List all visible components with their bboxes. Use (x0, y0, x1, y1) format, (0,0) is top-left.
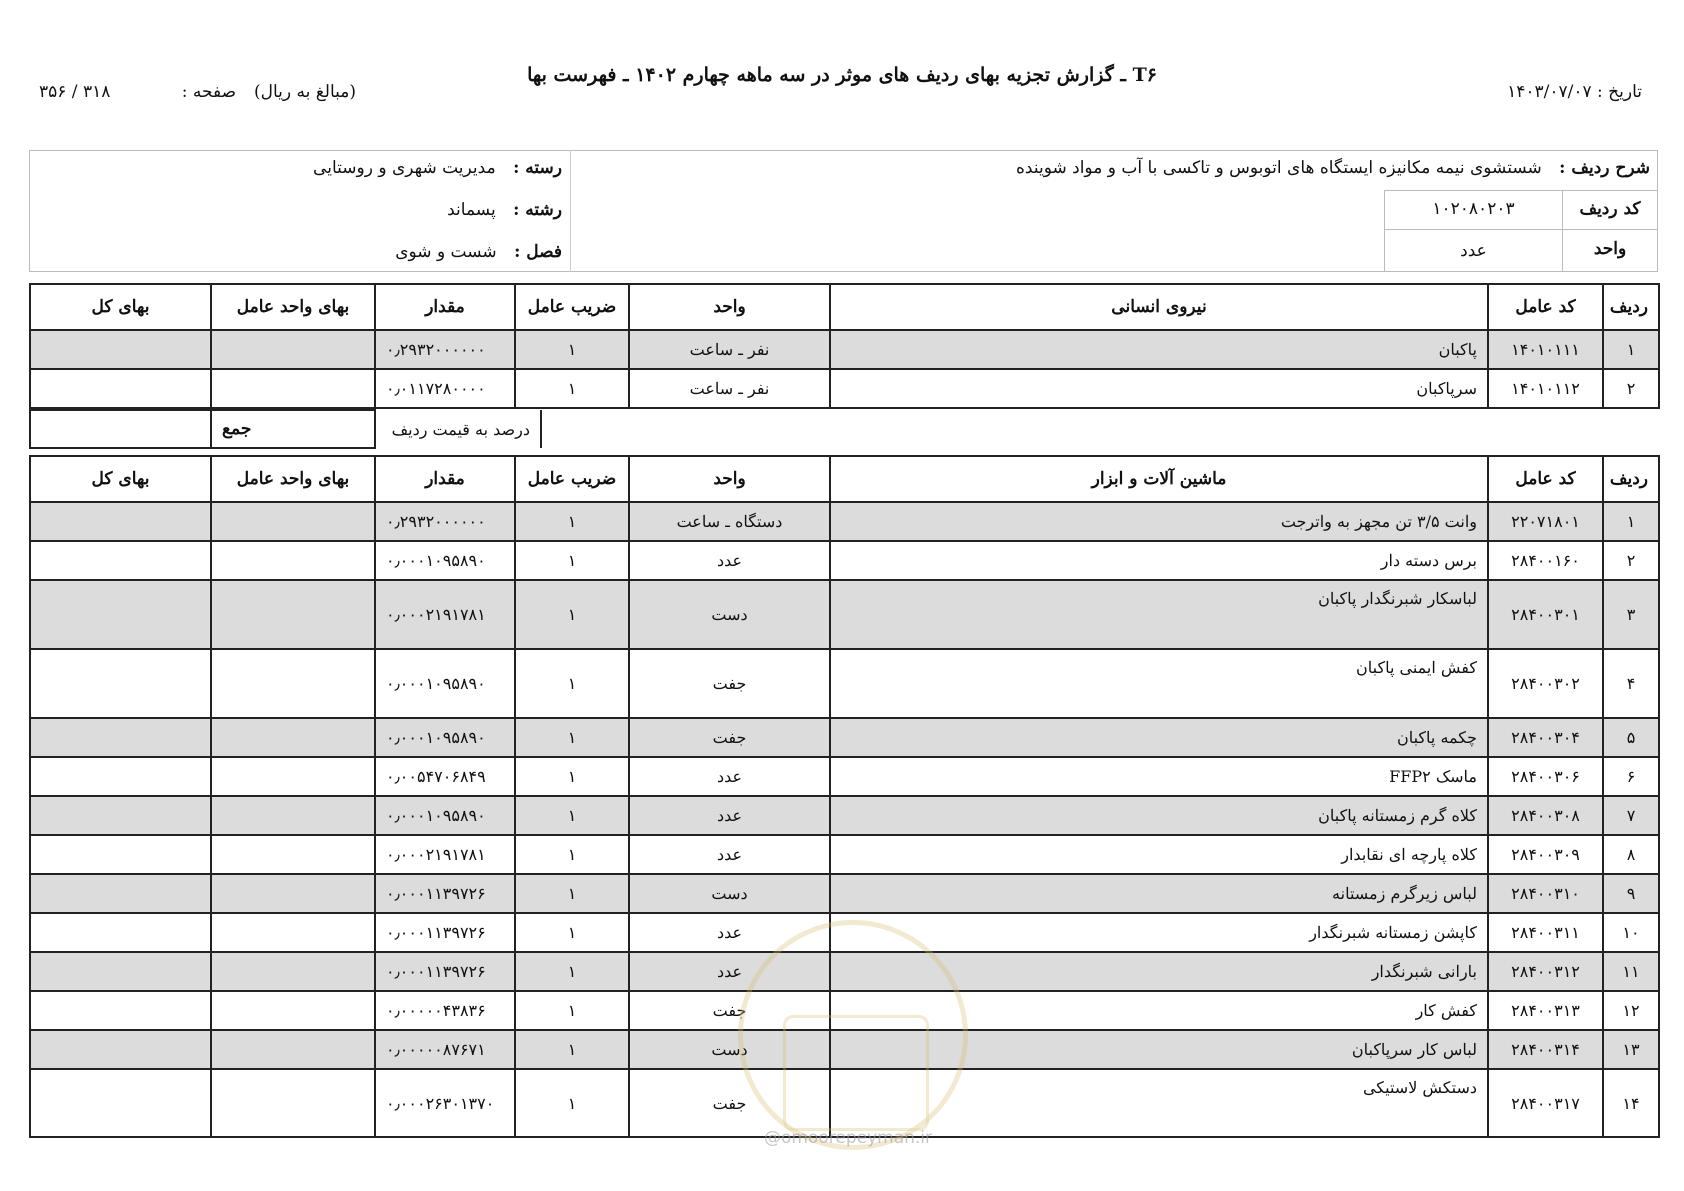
chapter-label: فصل : (514, 242, 562, 262)
row-number: ۷ (1603, 796, 1659, 835)
row-code-value: ۱۰۲۰۸۰۲۰۳ (1432, 199, 1515, 219)
factor-qty: ۰٫۰۰۰۱۰۹۵۸۹۰ (375, 649, 515, 718)
row-number: ۹ (1603, 874, 1659, 913)
factor-coef: ۱ (515, 757, 629, 796)
factor-coef: ۱ (515, 330, 629, 369)
page-value: ۳۱۸ / ۳۵۶ (39, 82, 111, 102)
summary-row (30, 410, 541, 448)
table-row (30, 796, 1659, 835)
factor-unit: عدد (629, 796, 830, 835)
factor-name: کلاه پارچه ای نقابدار (830, 835, 1488, 874)
factor-unit: عدد (629, 757, 830, 796)
total-price-cell (30, 796, 211, 835)
row-number: ۱۰ (1603, 913, 1659, 952)
col-name-header: ماشین آلات و ابزار (830, 456, 1488, 502)
factor-coef: ۱ (515, 541, 629, 580)
unit-price-cell (211, 952, 375, 991)
col-qty-header: مقدار (375, 456, 515, 502)
total-price-cell (30, 541, 211, 580)
table-row (30, 369, 1659, 408)
factor-code: ۲۲۰۷۱۸۰۱ (1488, 502, 1603, 541)
date-label: تاریخ : (1597, 82, 1642, 102)
report-date (1507, 82, 1642, 102)
row-code-label: کد ردیف (1579, 199, 1641, 219)
row-number: ۲ (1603, 369, 1659, 408)
factor-unit: دست (629, 1030, 830, 1069)
watermark-seal-icon (738, 920, 968, 1150)
factor-unit: نفر ـ ساعت (629, 369, 830, 408)
unit-price-cell (211, 502, 375, 541)
category-value: مدیریت شهری و روستایی (313, 158, 496, 178)
row-number: ۱ (1603, 330, 1659, 369)
col-total-header: بهای کل (30, 284, 211, 330)
table-row (30, 502, 1659, 541)
unit-price-cell (211, 369, 375, 408)
factor-coef: ۱ (515, 952, 629, 991)
factor-qty: ۰٫۰۰۰۱۱۳۹۷۲۶ (375, 913, 515, 952)
unit-price-cell (211, 649, 375, 718)
factor-name: کفش ایمنی پاکبان (830, 649, 1488, 718)
category-label: رسته : (513, 158, 562, 178)
factor-name: وانت ۳/۵ تن مجهز به واترجت (830, 502, 1488, 541)
factor-coef: ۱ (515, 502, 629, 541)
factor-qty: ۰٫۰۰۰۲۶۳۰۱۳۷۰ (375, 1069, 515, 1137)
factor-coef: ۱ (515, 649, 629, 718)
total-price-cell (30, 874, 211, 913)
factor-name: ماسک FFP۲ (830, 757, 1488, 796)
factor-code: ۲۸۴۰۰۳۰۶ (1488, 757, 1603, 796)
factor-name: کلاه گرم زمستانه پاکبان (830, 796, 1488, 835)
labor-table (29, 283, 1660, 409)
unit-value: عدد (1460, 241, 1487, 261)
factor-name: کفش کار (830, 991, 1488, 1030)
page-number (33, 82, 236, 102)
factor-coef: ۱ (515, 1069, 629, 1137)
sum-label: جمع (211, 410, 375, 448)
factor-unit: جفت (629, 718, 830, 757)
row-description (1016, 158, 1650, 178)
col-row-header: ردیف (1603, 456, 1659, 502)
col-row-header: ردیف (1603, 284, 1659, 330)
labor-summary-table (29, 409, 542, 449)
factor-unit: عدد (629, 913, 830, 952)
unit-price-cell (211, 874, 375, 913)
factor-code: ۲۸۴۰۰۳۰۴ (1488, 718, 1603, 757)
factor-qty: ۰٫۰۰۰۲۱۹۱۷۸۱ (375, 835, 515, 874)
factor-name: لباس زیرگرم زمستانه (830, 874, 1488, 913)
factor-unit: جفت (629, 991, 830, 1030)
unit-price-cell (211, 718, 375, 757)
info-divider (570, 150, 571, 272)
total-price-cell (30, 502, 211, 541)
factor-code: ۱۴۰۱۰۱۱۲ (1488, 369, 1603, 408)
factor-code: ۲۸۴۰۰۳۰۱ (1488, 580, 1603, 649)
total-price-cell (30, 649, 211, 718)
row-number: ۱۴ (1603, 1069, 1659, 1137)
factor-unit: عدد (629, 952, 830, 991)
factor-unit: دست (629, 874, 830, 913)
unit-price-cell (211, 580, 375, 649)
factor-coef: ۱ (515, 835, 629, 874)
percent-label: درصد به قیمت ردیف (375, 410, 541, 448)
row-number: ۴ (1603, 649, 1659, 718)
col-name-header: نیروی انسانی (830, 284, 1488, 330)
row-number: ۱ (1603, 502, 1659, 541)
factor-coef: ۱ (515, 913, 629, 952)
col-code-header: کد عامل (1488, 284, 1603, 330)
table-row (30, 874, 1659, 913)
table-row (30, 718, 1659, 757)
factor-code: ۲۸۴۰۰۳۱۴ (1488, 1030, 1603, 1069)
factor-unit: دست (629, 580, 830, 649)
factor-qty: ۰٫۰۰۰۲۱۹۱۷۸۱ (375, 580, 515, 649)
factor-code: ۲۸۴۰۰۳۱۰ (1488, 874, 1603, 913)
unit-price-cell (211, 757, 375, 796)
factor-coef: ۱ (515, 1030, 629, 1069)
factor-qty: ۰٫۰۰۰۱۱۳۹۷۲۶ (375, 874, 515, 913)
factor-name: پاکبان (830, 330, 1488, 369)
factor-name: لباسکار شبرنگدار پاکبان (830, 580, 1488, 649)
total-price-cell (30, 369, 211, 408)
factor-code: ۲۸۴۰۰۳۱۱ (1488, 913, 1603, 952)
labor-header-row (30, 284, 1659, 330)
table-row (30, 330, 1659, 369)
factor-qty: ۰٫۰۰۵۴۷۰۶۸۴۹ (375, 757, 515, 796)
total-price-cell (30, 952, 211, 991)
unit-price-cell (211, 1069, 375, 1137)
factor-name: لباس کار سرپاکبان (830, 1030, 1488, 1069)
total-price-cell (30, 1030, 211, 1069)
table-row (30, 757, 1659, 796)
factor-code: ۱۴۰۱۰۱۱۱ (1488, 330, 1603, 369)
unit-price-cell (211, 541, 375, 580)
chapter-value: شست و شوی (395, 242, 497, 262)
total-price-cell (30, 913, 211, 952)
factor-coef: ۱ (515, 580, 629, 649)
factor-name: بارانی شبرنگدار (830, 952, 1488, 991)
row-desc-label: شرح ردیف : (1559, 158, 1650, 178)
total-price-cell (30, 580, 211, 649)
factor-name: برس دسته دار (830, 541, 1488, 580)
col-unit-header: واحد (629, 456, 830, 502)
total-price-cell (30, 1069, 211, 1137)
factor-qty: ۰٫۲۹۳۲۰۰۰۰۰۰ (375, 502, 515, 541)
factor-unit: عدد (629, 541, 830, 580)
factor-coef: ۱ (515, 369, 629, 408)
row-number: ۶ (1603, 757, 1659, 796)
table-row (30, 835, 1659, 874)
factor-unit: جفت (629, 649, 830, 718)
factor-qty: ۰٫۰۰۰۱۱۳۹۷۲۶ (375, 952, 515, 991)
factor-unit: جفت (629, 1069, 830, 1137)
factor-name: سرپاکبان (830, 369, 1488, 408)
unit-price-cell (211, 913, 375, 952)
chapter (395, 242, 562, 262)
total-price-cell (30, 330, 211, 369)
col-coef-header: ضریب عامل (515, 456, 629, 502)
factor-unit: عدد (629, 835, 830, 874)
factor-qty: ۰٫۰۰۰۱۰۹۵۸۹۰ (375, 796, 515, 835)
report-title: T۶ ـ گزارش تجزیه بهای ردیف های موثر در سه ماهه چهارم ۱۴۰۲ ـ فهرست بها (527, 64, 1157, 86)
factor-name: کاپشن زمستانه شبرنگدار (830, 913, 1488, 952)
factor-qty: ۰٫۰۱۱۷۲۸۰۰۰۰ (375, 369, 515, 408)
unit-price-cell (211, 330, 375, 369)
total-price-cell (30, 718, 211, 757)
factor-code: ۲۸۴۰۰۳۱۳ (1488, 991, 1603, 1030)
total-price-cell (30, 991, 211, 1030)
table-row (30, 541, 1659, 580)
factor-code: ۲۸۴۰۰۳۰۲ (1488, 649, 1603, 718)
col-total-header: بهای کل (30, 456, 211, 502)
date-value: ۱۴۰۳/۰۷/۰۷ (1507, 82, 1592, 102)
field (447, 200, 562, 220)
page-label: صفحه : (181, 82, 237, 102)
row-number: ۱۳ (1603, 1030, 1659, 1069)
sum-value-cell (30, 410, 211, 448)
unit-price-cell (211, 1030, 375, 1069)
row-number: ۲ (1603, 541, 1659, 580)
unit-label: واحد (1593, 239, 1627, 259)
factor-coef: ۱ (515, 874, 629, 913)
factor-name: دستکش لاستیکی (830, 1069, 1488, 1137)
total-price-cell (30, 835, 211, 874)
row-desc-value: شستشوی نیمه مکانیزه ایستگاه های اتوبوس و تاکسی با آب و مواد شوینده (1016, 158, 1542, 178)
unit-price-cell (211, 796, 375, 835)
factor-code: ۲۸۴۰۰۳۱۷ (1488, 1069, 1603, 1137)
unit-price-cell (211, 991, 375, 1030)
factor-qty: ۰٫۰۰۰۱۰۹۵۸۹۰ (375, 718, 515, 757)
factor-code: ۲۸۴۰۰۳۰۸ (1488, 796, 1603, 835)
field-label: رشته : (513, 200, 562, 220)
col-code-header: کد عامل (1488, 456, 1603, 502)
factor-unit: دستگاه ـ ساعت (629, 502, 830, 541)
factor-qty: ۰٫۰۰۰۰۰۴۳۸۳۶ (375, 991, 515, 1030)
factor-coef: ۱ (515, 991, 629, 1030)
table-row (30, 649, 1659, 718)
col-coef-header: ضریب عامل (515, 284, 629, 330)
factor-qty: ۰٫۰۰۰۰۰۸۷۶۷۱ (375, 1030, 515, 1069)
factor-code: ۲۸۴۰۰۳۱۲ (1488, 952, 1603, 991)
col-unit-header: واحد (629, 284, 830, 330)
col-unit-price-header: بهای واحد عامل (211, 284, 375, 330)
factor-coef: ۱ (515, 796, 629, 835)
row-number: ۸ (1603, 835, 1659, 874)
total-price-cell (30, 757, 211, 796)
col-qty-header: مقدار (375, 284, 515, 330)
table-row (30, 580, 1659, 649)
field-value: پسماند (447, 200, 496, 220)
factor-code: ۲۸۴۰۰۳۰۹ (1488, 835, 1603, 874)
col-unit-price-header: بهای واحد عامل (211, 456, 375, 502)
factor-unit: نفر ـ ساعت (629, 330, 830, 369)
machinery-header-row (30, 456, 1659, 502)
row-number: ۵ (1603, 718, 1659, 757)
factor-coef: ۱ (515, 718, 629, 757)
factor-qty: ۰٫۰۰۰۱۰۹۵۸۹۰ (375, 541, 515, 580)
row-number: ۱۲ (1603, 991, 1659, 1030)
amount-note: (مبالغ به ریال) (254, 82, 357, 102)
factor-code: ۲۸۴۰۰۱۶۰ (1488, 541, 1603, 580)
unit-price-cell (211, 835, 375, 874)
watermark-text: @omoorepeyman.ir (763, 1128, 933, 1148)
category (313, 158, 562, 178)
row-number: ۱۱ (1603, 952, 1659, 991)
factor-name: چکمه پاکبان (830, 718, 1488, 757)
factor-qty: ۰٫۲۹۳۲۰۰۰۰۰۰ (375, 330, 515, 369)
row-number: ۳ (1603, 580, 1659, 649)
